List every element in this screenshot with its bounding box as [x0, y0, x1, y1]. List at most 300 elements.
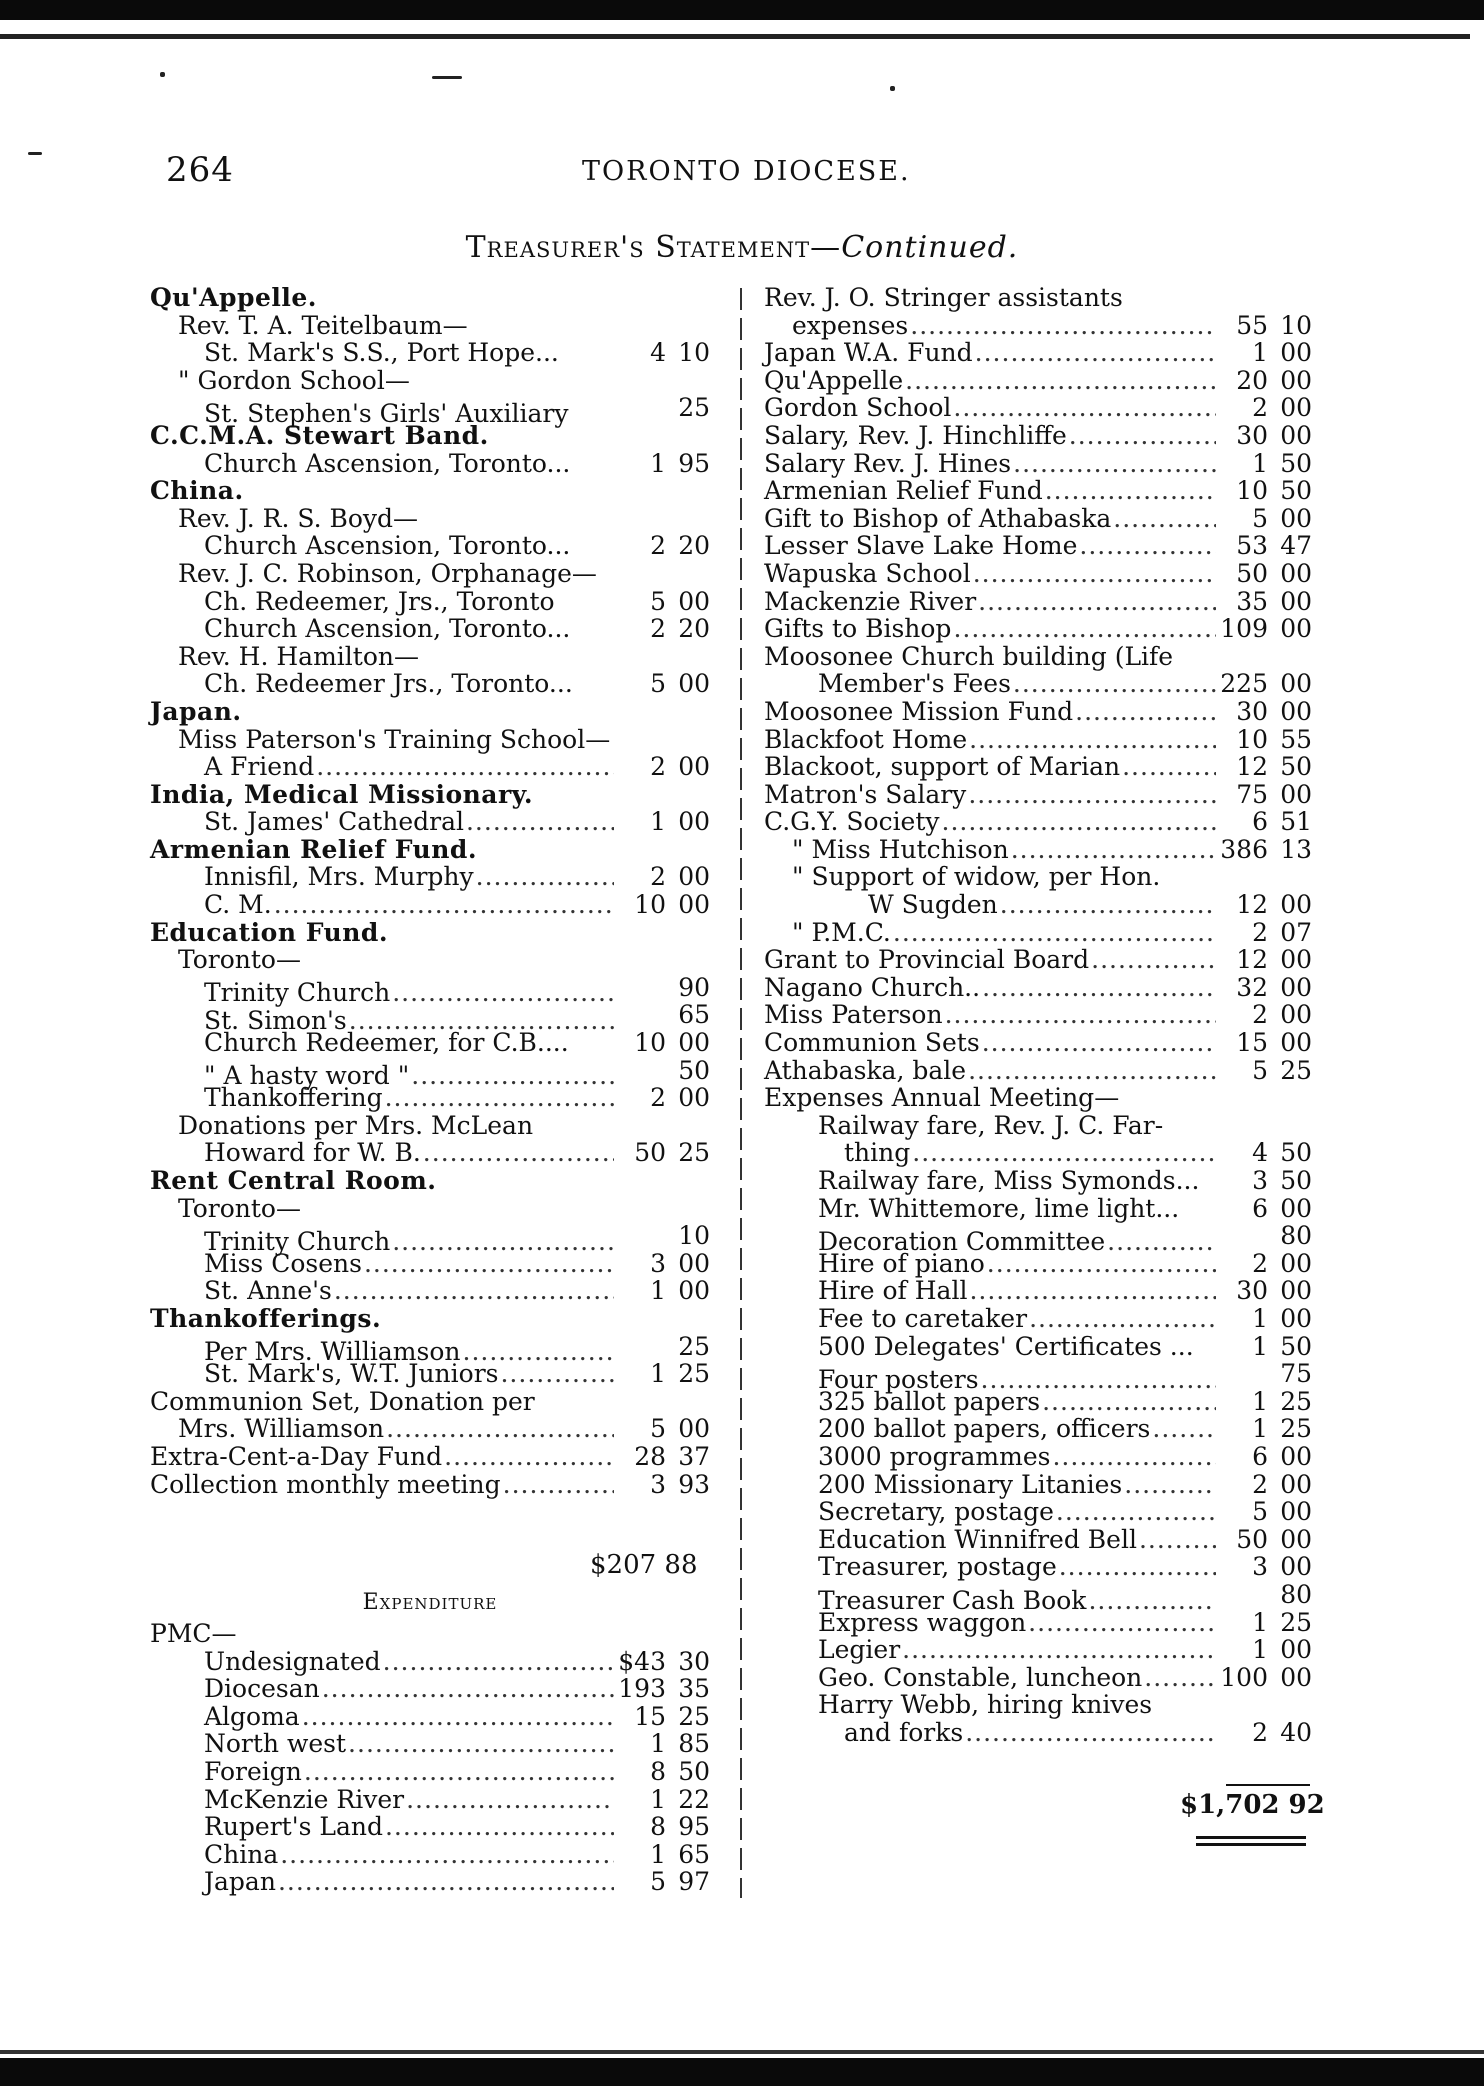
ledger-label: Education Winnifred Bell — [818, 1524, 1137, 1554]
amount-cents: 50 — [678, 1756, 710, 1786]
leader-dots — [406, 1786, 614, 1814]
leader-dots — [1052, 1443, 1216, 1471]
leader-dots — [1152, 1415, 1216, 1443]
ledger-amount — [1218, 1609, 1312, 1637]
ledger-row — [150, 1415, 710, 1443]
amount-cents: 51 — [1280, 807, 1312, 837]
ledger-row — [764, 1305, 1312, 1333]
ledger-amount — [1218, 1139, 1312, 1167]
leader-dots — [982, 1029, 1216, 1057]
ledger-label: Salary, Rev. J. Hinchliffe — [764, 420, 1067, 450]
leader-dots — [945, 1001, 1216, 1029]
ledger-row — [150, 1841, 710, 1869]
ledger-label: Algoma — [204, 1701, 300, 1731]
leader-dots — [1029, 1305, 1216, 1333]
amount-cents: 10 — [678, 338, 710, 368]
ledger-amount — [616, 1057, 710, 1085]
leader-dots — [385, 1813, 614, 1841]
ledger-amount — [1218, 312, 1312, 340]
ledger-label: Howard for W. B. — [204, 1138, 421, 1168]
leader-dots — [1091, 946, 1216, 974]
ledger-row — [764, 1250, 1312, 1278]
ledger-amount — [1218, 505, 1312, 533]
amount-cents: 25 — [1280, 1055, 1312, 1085]
ledger-row — [150, 1471, 710, 1499]
amount-cents: 95 — [678, 1812, 710, 1842]
ledger-amount — [616, 1443, 710, 1471]
scan-speck — [432, 76, 462, 79]
amount-cents: 00 — [1280, 338, 1312, 368]
ledger-label: Miss Cosens — [204, 1248, 362, 1278]
amount-dollars: 2 — [650, 1083, 666, 1113]
amount-cents: 65 — [678, 1839, 710, 1869]
ledger-label: 200 ballot papers, officers — [818, 1414, 1151, 1444]
amount-dollars: 10 — [1236, 476, 1268, 506]
amount-dollars: 1 — [1252, 1414, 1268, 1444]
ledger-amount — [1218, 919, 1312, 947]
amount-dollars: 3 — [650, 1248, 666, 1278]
ledger-amount — [1218, 974, 1312, 1002]
ledger-label: India, Medical Missionary. — [150, 779, 534, 809]
amount-cents: 00 — [1280, 1662, 1312, 1692]
ledger-label: C.G.Y. Society — [764, 807, 940, 837]
bottom-scan-border — [0, 2058, 1484, 2086]
amount-cents: 20 — [678, 614, 710, 644]
ledger-amount — [616, 532, 710, 560]
ledger-amount — [616, 670, 710, 698]
amount-dollars: 2 — [1252, 1248, 1268, 1278]
ledger-label: Treasurer Cash Book — [818, 1585, 1087, 1615]
ledger-amount — [1218, 1250, 1312, 1278]
ledger-label: Matron's Salary — [764, 779, 967, 809]
amount-dollars: 55 — [1236, 310, 1268, 340]
amount-cents: 25 — [678, 393, 710, 423]
amount-cents: 40 — [1280, 1717, 1312, 1747]
ledger-row — [150, 1620, 710, 1648]
ledger-amount — [1218, 1388, 1312, 1416]
ledger-amount — [1218, 1167, 1312, 1195]
ledger-amount — [616, 1841, 710, 1869]
ledger-row — [764, 781, 1312, 809]
ledger-row — [764, 1388, 1312, 1416]
ledger-row — [764, 532, 1312, 560]
amount-cents: 97 — [678, 1867, 710, 1897]
amount-cents: 20 — [678, 531, 710, 561]
ledger-row — [764, 560, 1312, 588]
section-heading-row — [150, 781, 710, 809]
ledger-row — [764, 643, 1312, 671]
amount-cents: 00 — [678, 752, 710, 782]
amount-cents: 25 — [678, 1359, 710, 1389]
amount-cents: 00 — [1280, 558, 1312, 588]
amount-dollars: 2 — [1252, 1469, 1268, 1499]
ledger-row — [150, 1277, 710, 1305]
running-head: TORONTO DIOCESE. — [582, 156, 911, 187]
ledger-row — [764, 1415, 1312, 1443]
leader-dots — [1000, 891, 1216, 919]
ledger-amount — [1218, 339, 1312, 367]
ledger-amount — [616, 1277, 710, 1305]
ledger-label: St. Mark's, W.T. Juniors — [204, 1359, 499, 1389]
section-title-continued: Continued. — [841, 230, 1019, 265]
total-rule — [1226, 1784, 1310, 1786]
ledger-row — [150, 1868, 710, 1896]
ledger-row — [150, 753, 710, 781]
amount-cents: 55 — [1280, 724, 1312, 754]
amount-dollars: 2 — [1252, 1000, 1268, 1030]
amount-dollars — [616, 1057, 666, 1085]
ledger-row — [150, 1250, 710, 1278]
amount-cents: 35 — [678, 1674, 710, 1704]
ledger-label: St. Stephen's Girls' Auxiliary — [204, 398, 569, 428]
amount-cents: 25 — [1280, 1607, 1312, 1637]
top-scan-border — [0, 0, 1484, 20]
leader-dots — [982, 974, 1216, 1002]
amount-dollars: 5 — [1252, 1497, 1268, 1527]
ledger-row — [150, 1675, 710, 1703]
scan-speck — [28, 152, 42, 155]
amount-cents: 00 — [678, 586, 710, 616]
ledger-label: Thankoffering — [204, 1083, 383, 1113]
ledger-amount — [1218, 450, 1312, 478]
amount-cents: 00 — [1280, 503, 1312, 533]
ledger-label: Rev. H. Hamilton— — [178, 641, 419, 671]
amount-cents: 80 — [1280, 1221, 1312, 1251]
ledger-row — [150, 615, 710, 643]
ledger-amount — [616, 1648, 710, 1676]
ledger-row — [764, 670, 1312, 698]
amount-dollars: 1 — [1252, 1635, 1268, 1665]
amount-dollars: 1 — [1252, 1331, 1268, 1361]
section-heading-row — [150, 698, 710, 726]
ledger-label: St. Simon's — [204, 1006, 347, 1036]
ledger-label: Ch. Redeemer, Jrs., Toronto — [204, 586, 555, 616]
ledger-row — [764, 1664, 1312, 1692]
ledger-amount — [1218, 367, 1312, 395]
ledger-label: Armenian Relief Fund — [764, 476, 1043, 506]
amount-dollars: 225 — [1220, 669, 1268, 699]
ledger-amount — [616, 1250, 710, 1278]
leader-dots — [910, 312, 1216, 340]
ledger-row — [764, 698, 1312, 726]
ledger-label: C. M. — [204, 890, 272, 920]
amount-cents: 00 — [1280, 1303, 1312, 1333]
ledger-label: Diocesan — [204, 1674, 320, 1704]
ledger-row — [150, 891, 710, 919]
scan-speck — [890, 86, 895, 91]
leader-dots — [385, 1084, 614, 1112]
ledger-amount — [616, 1471, 710, 1499]
ledger-label: Japan. — [150, 696, 242, 726]
ledger-row — [764, 919, 1312, 947]
amount-dollars: 10 — [1236, 724, 1268, 754]
ledger-row — [764, 284, 1312, 312]
amount-cents: 25 — [1280, 1386, 1312, 1416]
section-heading-row — [150, 919, 710, 947]
ledger-amount — [1218, 1195, 1312, 1223]
amount-cents: 10 — [678, 1221, 710, 1251]
leader-dots — [969, 1277, 1216, 1305]
ledger-row — [150, 1388, 710, 1416]
ledger-label: Four posters — [818, 1364, 979, 1394]
amount-cents: 00 — [1280, 614, 1312, 644]
leader-dots — [1075, 698, 1216, 726]
amount-dollars: 2 — [650, 752, 666, 782]
amount-cents: 00 — [1280, 1552, 1312, 1582]
ledger-label: 3000 programmes — [818, 1441, 1051, 1471]
ledger-label: Education Fund. — [150, 917, 389, 947]
ledger-label: Hire of piano — [818, 1248, 985, 1278]
amount-dollars: 10 — [634, 890, 666, 920]
amount-dollars: 1 — [650, 1359, 666, 1389]
amount-dollars: 6 — [1252, 807, 1268, 837]
amount-cents: 00 — [678, 1083, 710, 1113]
leader-dots — [1122, 753, 1216, 781]
amount-dollars — [616, 394, 666, 422]
ledger-row — [764, 1277, 1312, 1305]
ledger-label: " P.M.C. — [792, 917, 891, 947]
amount-dollars: 50 — [1236, 558, 1268, 588]
amount-cents: 00 — [1280, 1635, 1312, 1665]
ledger-amount — [1218, 1277, 1312, 1305]
ledger-label: Athabaska, bale — [764, 1055, 967, 1085]
amount-cents: 00 — [1280, 945, 1312, 975]
ledger-row — [150, 946, 710, 974]
ledger-row — [764, 1029, 1312, 1057]
amount-cents: 00 — [1280, 1276, 1312, 1306]
ledger-label: Communion Sets — [764, 1028, 980, 1058]
amount-cents: 95 — [678, 448, 710, 478]
ledger-amount — [616, 1758, 710, 1786]
amount-dollars: 75 — [1236, 779, 1268, 809]
amount-cents: 00 — [1280, 890, 1312, 920]
amount-cents: 25 — [678, 1331, 710, 1361]
ledger-label: Blackfoot Home — [764, 724, 968, 754]
ledger-amount — [1218, 1360, 1312, 1388]
ledger-amount — [1218, 1443, 1312, 1471]
ledger-row — [150, 588, 710, 616]
leader-dots — [1028, 1609, 1216, 1637]
ledger-label: A Friend — [204, 752, 315, 782]
leader-dots — [975, 339, 1216, 367]
section-heading-row — [150, 836, 710, 864]
ledger-row — [764, 891, 1312, 919]
ledger-label: thing — [844, 1138, 911, 1168]
ledger-label: Grant to Provincial Board — [764, 945, 1090, 975]
ledger-label: 500 Delegates' Certificates ... — [818, 1331, 1194, 1361]
leader-dots — [476, 863, 614, 891]
ledger-row — [764, 615, 1312, 643]
leader-dots — [304, 1758, 614, 1786]
amount-cents: 00 — [1280, 669, 1312, 699]
ledger-label: Expenses Annual Meeting— — [764, 1083, 1120, 1113]
ledger-label: Trinity Church — [204, 1226, 391, 1256]
amount-cents: 00 — [1280, 1524, 1312, 1554]
amount-cents: 00 — [1280, 1028, 1312, 1058]
ledger-label: Japan W.A. Fund — [764, 338, 973, 368]
column-divider — [740, 288, 742, 1898]
amount-cents: 00 — [1280, 1000, 1312, 1030]
ledger-row — [764, 1553, 1312, 1581]
ledger-row — [764, 974, 1312, 1002]
ledger-label: Railway fare, Miss Symonds... — [818, 1166, 1200, 1195]
amount-dollars: 386 — [1220, 834, 1268, 864]
expenditure-heading: Expenditure — [362, 1590, 498, 1615]
amount-cents: 00 — [678, 1028, 710, 1058]
ledger-label: PMC— — [150, 1619, 237, 1648]
ledger-label: Rev. J. C. Robinson, Orphanage— — [178, 558, 597, 588]
ledger-amount — [616, 1675, 710, 1703]
ledger-label: Legier — [818, 1635, 901, 1665]
amount-dollars: 1 — [650, 1784, 666, 1814]
leader-dots — [902, 1636, 1216, 1664]
ledger-row — [150, 1360, 710, 1388]
ledger-row — [764, 808, 1312, 836]
amount-dollars: 3 — [650, 1469, 666, 1499]
ledger-label: Geo. Constable, luncheon — [818, 1662, 1143, 1692]
ledger-amount — [1218, 477, 1312, 505]
ledger-label: " Support of widow, per Hon. — [792, 862, 1161, 892]
ledger-row — [150, 1055, 710, 1091]
amount-cents: 25 — [678, 1701, 710, 1731]
ledger-amount — [1218, 726, 1312, 754]
amount-dollars: 5 — [1252, 1055, 1268, 1085]
amount-dollars: 1 — [1252, 448, 1268, 478]
ledger-label: Toronto— — [178, 945, 301, 975]
ledger-row — [764, 836, 1312, 864]
ledger-label: " Miss Hutchison — [792, 834, 1009, 864]
amount-dollars: 15 — [634, 1701, 666, 1731]
amount-dollars: 6 — [1252, 1441, 1268, 1471]
amount-cents: 10 — [1280, 310, 1312, 340]
ledger-label: Qu'Appelle — [764, 365, 904, 395]
ledger-row — [764, 1526, 1312, 1554]
ledger-label: Secretary, postage — [818, 1497, 1054, 1527]
ledger-row — [764, 588, 1312, 616]
ledger-amount — [1218, 1222, 1312, 1250]
leader-dots — [383, 1648, 614, 1676]
ledger-row — [150, 312, 710, 340]
ledger-label: Wapuska School — [764, 558, 971, 588]
ledger-amount — [1218, 532, 1312, 560]
ledger-label: Trinity Church — [204, 978, 391, 1008]
ledger-amount — [1218, 836, 1312, 864]
double-rule — [1196, 1843, 1306, 1846]
ledger-label: Miss Paterson's Training School— — [178, 724, 611, 754]
leader-dots — [334, 1277, 614, 1305]
ledger-amount — [616, 588, 710, 616]
leader-dots — [905, 367, 1216, 395]
ledger-amount — [1218, 588, 1312, 616]
leader-dots — [364, 1250, 614, 1278]
amount-dollars — [1218, 1360, 1268, 1388]
ledger-amount — [1218, 1581, 1312, 1609]
ledger-label: Nagano Church.. — [764, 972, 981, 1002]
ledger-label: Church Ascension, Toronto... — [204, 531, 571, 561]
ledger-amount — [616, 1868, 710, 1896]
ledger-label: Church Ascension, Toronto... — [204, 614, 571, 644]
ledger-amount — [616, 891, 710, 919]
ledger-label: Undesignated — [204, 1646, 381, 1676]
ledger-label: 325 ballot papers — [818, 1386, 1041, 1416]
amount-dollars: 30 — [1236, 696, 1268, 726]
amount-cents: 25 — [678, 1138, 710, 1168]
leader-dots — [348, 1730, 614, 1758]
ledger-label: Salary Rev. J. Hines — [764, 448, 1012, 478]
amount-cents: 50 — [1280, 476, 1312, 506]
ledger-row — [150, 339, 710, 367]
leader-dots — [1144, 1664, 1216, 1692]
ledger-row — [150, 393, 710, 428]
amount-dollars: 20 — [1236, 365, 1268, 395]
ledger-label: Collection monthly meeting — [150, 1469, 501, 1499]
ledger-amount — [616, 808, 710, 836]
ledger-label: Treasurer, postage — [818, 1552, 1057, 1582]
ledger-label: St. James' Cathedral — [204, 807, 464, 837]
ledger-row — [764, 1195, 1312, 1223]
ledger-row — [150, 1084, 710, 1112]
amount-dollars: 6 — [1252, 1193, 1268, 1223]
ledger-amount — [1218, 753, 1312, 781]
ledger-label: 200 Missionary Litanies — [818, 1469, 1123, 1499]
ledger-amount — [1218, 1333, 1312, 1361]
amount-dollars: 100 — [1220, 1662, 1268, 1692]
ledger-row — [764, 312, 1312, 340]
amount-dollars: 53 — [1236, 531, 1268, 561]
amount-dollars: 5 — [650, 1867, 666, 1897]
receipts-total: $207 88 — [590, 1550, 698, 1580]
amount-dollars: 1 — [1252, 1386, 1268, 1416]
amount-dollars — [616, 1222, 666, 1250]
ledger-amount — [1218, 1719, 1312, 1747]
amount-cents: 50 — [1280, 752, 1312, 782]
ledger-row — [764, 505, 1312, 533]
leader-dots — [1124, 1471, 1216, 1499]
leader-dots — [1113, 505, 1216, 533]
leader-dots — [942, 808, 1216, 836]
ledger-amount — [616, 450, 710, 478]
ledger-amount — [1218, 1057, 1312, 1085]
amount-cents: 47 — [1280, 531, 1312, 561]
amount-cents: 00 — [1280, 1441, 1312, 1471]
amount-cents: 50 — [1280, 448, 1312, 478]
ledger-row — [150, 1221, 710, 1256]
ledger-amount — [616, 339, 710, 367]
leader-dots — [444, 1443, 614, 1471]
section-title — [0, 230, 1484, 265]
ledger-amount — [616, 1029, 710, 1057]
ledger-label: Japan — [204, 1867, 276, 1897]
amount-cents: 13 — [1280, 834, 1312, 864]
amount-dollars: 5 — [650, 1414, 666, 1444]
ledger-label: Mrs. Williamson — [178, 1414, 385, 1444]
ledger-label: China. — [150, 476, 244, 506]
leader-dots — [322, 1675, 614, 1703]
ledger-amount — [616, 863, 710, 891]
amount-cents: 25 — [1280, 1414, 1312, 1444]
ledger-row — [764, 450, 1312, 478]
ledger-row — [150, 450, 710, 478]
amount-dollars: 30 — [1236, 1276, 1268, 1306]
amount-cents: 00 — [1280, 779, 1312, 809]
ledger-row — [764, 1443, 1312, 1471]
ledger-label: Rent Central Room. — [150, 1166, 437, 1195]
ledger-amount — [616, 1415, 710, 1443]
amount-cents: 90 — [678, 972, 710, 1002]
amount-cents: 00 — [1280, 1469, 1312, 1499]
ledger-amount — [616, 753, 710, 781]
ledger-row — [764, 1636, 1312, 1664]
